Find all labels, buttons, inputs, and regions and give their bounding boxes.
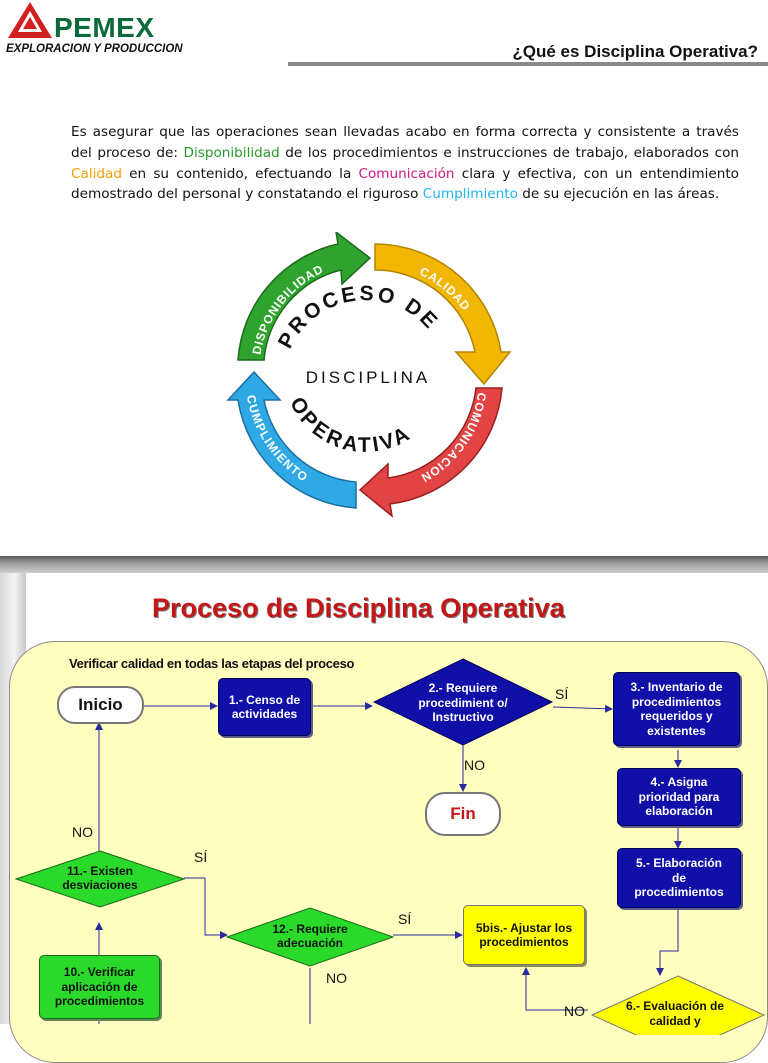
label-no-6: NO bbox=[564, 1003, 585, 1019]
node-inicio: Inicio bbox=[57, 686, 144, 724]
center-label-bottom: OPERATIVA bbox=[285, 393, 416, 457]
title-underline bbox=[288, 62, 768, 66]
quality-note: Verificar calidad en todas las etapas del proceso bbox=[69, 656, 355, 671]
arrow-label-comunicacion: COMUNICACION bbox=[418, 391, 489, 486]
center-label-top: PROCESO DE bbox=[273, 281, 444, 353]
center-label-mid: DISCIPLINA bbox=[305, 368, 431, 387]
process-cycle-diagram bbox=[220, 232, 520, 522]
highlight-cumplimiento: Cumplimiento bbox=[422, 186, 518, 203]
label-si-2: SÍ bbox=[555, 686, 569, 702]
node-6-evaluacion-calidad: 6.- Evaluación de calidad y bbox=[625, 999, 725, 1028]
paragraph-text-3: en su contenido, efectuando la bbox=[121, 165, 359, 182]
arrow-label-disponibilidad: DISPONIBILIDAD bbox=[249, 261, 326, 356]
highlight-comunicacion: Comunicación bbox=[358, 165, 455, 182]
slide-flowchart bbox=[0, 573, 768, 1028]
flowchart-title: Proceso de Disciplina Operativa bbox=[152, 593, 565, 623]
node-10-verificar-aplicacion: 10.- Verificar aplicación de procedimientos bbox=[39, 955, 160, 1019]
highlight-disponibilidad: Disponibilidad bbox=[183, 144, 280, 161]
arrow-calidad bbox=[375, 244, 510, 384]
pemex-logo bbox=[4, 2, 183, 62]
label-no-11: NO bbox=[72, 824, 93, 840]
slide-separator bbox=[0, 556, 768, 573]
arrow-label-cumplimiento: CUMPLIMIENTO bbox=[243, 393, 311, 485]
node-11-existen-desviaciones: 11.- Existen desviaciones bbox=[62, 863, 138, 892]
node-4-asigna-prioridad: 4.- Asigna prioridad para elaboración bbox=[617, 768, 741, 826]
label-si-11: SÍ bbox=[194, 849, 208, 865]
logo-subtitle: EXPLORACION Y PRODUCCION bbox=[6, 43, 183, 55]
arrow-label-calidad: CALIDAD bbox=[417, 264, 474, 314]
paragraph-text-2: de los procedimientos e instrucciones de trabajo, elaborados con bbox=[279, 144, 739, 161]
slide-title: ¿Qué es Disciplina Operativa? bbox=[512, 42, 758, 61]
paragraph-text-1: Es asegurar que las operaciones sean llevadas acabo en forma correcta y consistente a través del proceso de: bbox=[71, 124, 739, 161]
label-no-2: NO bbox=[464, 757, 485, 773]
label-si-12: SÍ bbox=[398, 911, 412, 927]
label-no-12: NO bbox=[326, 970, 347, 986]
definition-paragraph bbox=[71, 122, 739, 205]
node-12-requiere-adecuacion: 12.- Requiere adecuación bbox=[272, 921, 348, 950]
logo-name: PEMEX bbox=[54, 12, 155, 43]
pemex-eagle-icon bbox=[6, 2, 54, 40]
highlight-calidad: Calidad bbox=[71, 165, 122, 182]
node-5bis-ajustar: 5bis.- Ajustar los procedimientos bbox=[463, 905, 585, 965]
paragraph-text-4: clara y efectiva, con un entendimiento demostrado del personal y constatando el riguroso bbox=[71, 165, 739, 203]
node-fin: Fin bbox=[425, 792, 501, 836]
node-2-requiere-procedimiento: 2.- Requiere procedimient o/ Instructivo bbox=[418, 681, 508, 725]
paragraph-text-5: de su ejecución en las áreas. bbox=[517, 186, 720, 203]
node-1-censo: 1.- Censo de actividades bbox=[218, 678, 311, 736]
node-3-inventario: 3.- Inventario de procedimientos requeridos y existentes bbox=[613, 672, 740, 746]
node-5-elaboracion: 5.- Elaboración de procedimientos bbox=[617, 848, 741, 908]
